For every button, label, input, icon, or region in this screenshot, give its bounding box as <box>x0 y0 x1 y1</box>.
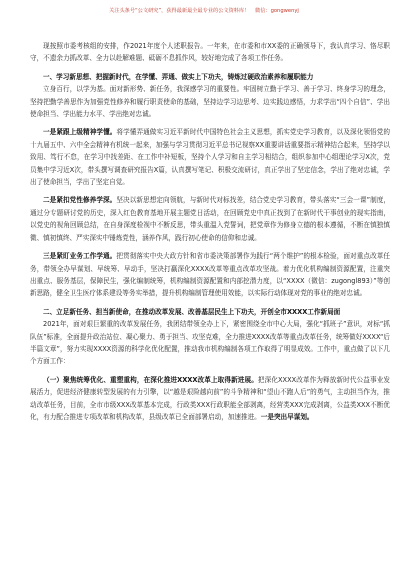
point-lead-2: 二是紧扣党性修养学深。 <box>43 196 117 205</box>
subsection-text-1: 把深化XXXX改革作为释放新时代公益事业发展活力，促进经济健康转型发展的有力引擎，以“越是艰险越向前”的斗争精神和“望山不跑人后”的勇气，主动担当作为，推动改革任务，目前，全市市级XXX改革基本完成，行政类XXX行政职能全部剥离，经营类XXX完成剥离，公益类XXX不断优化，有力配合推进专项改革和机构改革，县级改革已全面部署启动，加速推进。 <box>30 375 390 421</box>
point-paragraph-2 <box>30 194 390 244</box>
banner-wechat-id: 微信：gongwenyj <box>255 8 299 14</box>
intro-paragraph: 现按照市委考核组的安排，作2021年度个人述职报告。一年来，在市委和市XX委的正确领导下，我认真学习、恪尽职守，不遗余力抓改革、全力以赴解难题、砥砺不息抓作风，较好地完成了各项工作任务。 <box>30 42 390 63</box>
point-lead-3: 三是紧盯业务工作学通。 <box>43 252 117 261</box>
banner-promo-text: 关注头条号“公文研究”，获得最新最全最专业的公文资料库！ <box>109 8 250 14</box>
section-heading-1: 一、学习新思想、把握新时代，在学懂、弄通、做实上下功夫，铸炼过硬政治素养和履职能力 <box>43 72 314 81</box>
subsection-title-1: （一）聚焦统筹优化、重塑重构，在深化推进XXXX改革上取得新进展。 <box>43 375 258 384</box>
point-text-3: 把贯彻落实中央大政方针和省市委决策部署作为践行“两个维护”的根本检验，面对重点改革任务，带领全办早谋划、早统筹、早动手，坚决打赢深化XXXX改革等重点改革攻坚战。着力优化机构编制资源配置，注重突出重点、服务基层，保障民生，强化编制统筹，机构编制资源配置和内部挖潜力度，以“XXXX（微信：zugongl893）”等创新思路，健全卫生医疗体系建设等务实举措，提升机构编制管理使用效能，以实际行动体现对党的事业的绝对忠诚。 <box>30 252 390 298</box>
point-text-2: 坚决以新思想定向领航，与新时代对标找差，结合党史学习教育，带头落实“三会一课”制度，通过分专题研讨党的历史，深入红色教育基地开展主题党日活动，在回顾党史中真正找到了在新时代干事创业的现实指南，以党史的视角回顾总结，在自身深度检视中不断反思，带头重温入党誓词，把党章作为修身立德的根本遵循，不断在慎独慎微、慎初慎终、严实深实中锤炼党性，涵养作风，践行初心使命的信仰和忠诚。 <box>30 196 390 242</box>
document-body <box>30 40 390 423</box>
point-paragraph-1 <box>30 126 390 188</box>
section2-paragraph: 2021年，面对艰巨繁重的改革发展任务，我团结带领全办上下，紧密围绕全市中心大局，强化“抓班子”意识，对标“抓队伍”标准，全面提升政治站位、凝心聚力、勇于担当、攻坚克难，全力推进XXXX改革等重点改革任务，统筹做好XXXX“后半篇文章”，努力实现XXXX资源的科学化优化配置，推动我市机构编制各项工作取得了明显成效。工作中，重点做了以下几个方面工作： <box>30 320 390 366</box>
point-paragraph-3 <box>30 250 390 300</box>
wechat-promo-banner[interactable] <box>0 7 408 14</box>
subsection-paragraph-1 <box>30 374 390 424</box>
section-heading-2: 二、立足新任务、担当新使命，在推动改革发展、改善基层民生上下功夫，开创全市XXXX工作新局面 <box>43 307 341 316</box>
section1-paragraph: 立身百行，以学为基。面对新形势、新任务，我深感学习的重要性。牢固树立勤于学习、善于学习、终身学习的理念，坚持把勤学善思作为加强党性修养和履行职责使命的基础，坚持边学习边思考、边实践边感悟，力求学出“四个自信”、学出使命担当、学出能力水平、学出绝对忠诚。 <box>30 85 390 119</box>
point-lead-1: 一是紧跟上级精神学懂。 <box>43 128 117 137</box>
point-text-1: 将学懂弄通做实习近平新时代中国特色社会主义思想，抓实党史学习教育，以及深化领悟党的十九届五中、六中全会精神有机统一起来，加强与学习贯彻习近平总书记视察XX重要讲话重要指示精神结合起来，坚持学以致用、笃行不怠，在学习中找差距、在工作中补短板，坚持个人学习和自主学习相结合，组织参加中心组理论学习X次，党员集中学习近X次，带头撰写调查研究报告X篇，认真撰写笔记、积极交流研讨，真正学出了坚定信念，学出了绝对忠诚，学出了使命担当，学出了坚定自觉。 <box>30 128 390 187</box>
subsection-tail-1: 一是突出早谋划。 <box>260 412 314 421</box>
